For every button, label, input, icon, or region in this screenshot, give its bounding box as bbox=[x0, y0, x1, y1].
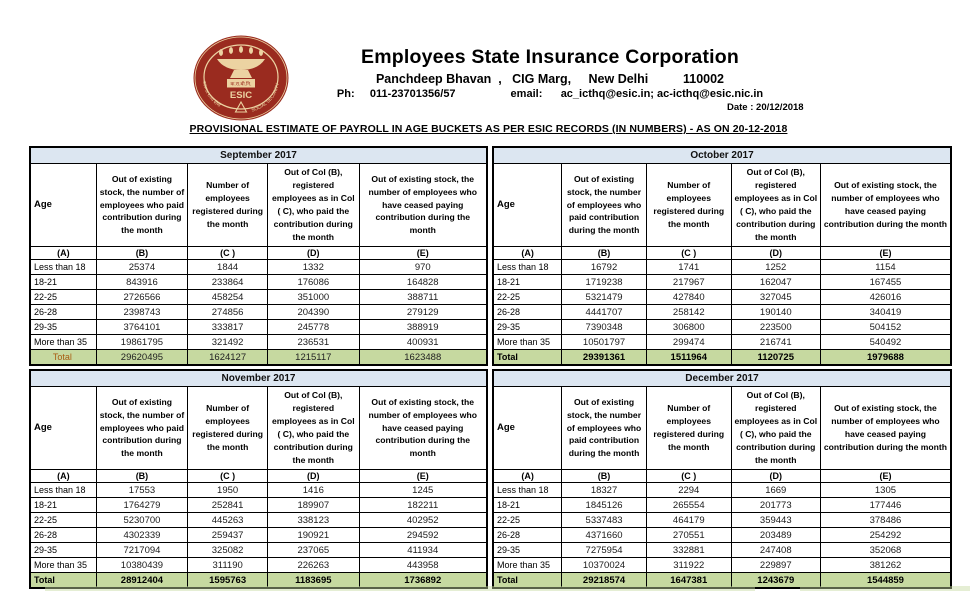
value-cell: 2294 bbox=[646, 483, 731, 498]
table-row bbox=[493, 498, 951, 513]
column-letter: (C ) bbox=[646, 247, 731, 260]
value-cell: 18327 bbox=[562, 483, 647, 498]
table-row bbox=[493, 513, 951, 528]
value-cell: 321492 bbox=[188, 335, 268, 350]
age-bucket-label: Less than 18 bbox=[30, 483, 96, 498]
table-row bbox=[493, 275, 951, 290]
value-cell: 10501797 bbox=[562, 335, 647, 350]
value-cell: 299474 bbox=[646, 335, 731, 350]
value-cell: 245778 bbox=[268, 320, 359, 335]
table-row bbox=[30, 483, 487, 498]
value-cell: 1764279 bbox=[96, 498, 187, 513]
column-header: Out of existing stock, the number of employees who paid contribution during the month bbox=[96, 387, 187, 470]
value-cell: 4371660 bbox=[562, 528, 647, 543]
value-cell: 1845126 bbox=[562, 498, 647, 513]
table-row bbox=[493, 335, 951, 350]
org-contacts: Ph: 011-23701356/57 email: ac_icthq@esic.in; ac-icthq@esic.nic.in bbox=[336, 88, 764, 100]
value-cell: 247408 bbox=[731, 543, 820, 558]
value-cell: 1245 bbox=[359, 483, 487, 498]
value-cell: 306800 bbox=[646, 320, 731, 335]
value-cell: 352068 bbox=[820, 543, 951, 558]
value-cell: 333817 bbox=[188, 320, 268, 335]
value-cell: 427840 bbox=[646, 290, 731, 305]
date-label: Date : 20/12/2018 bbox=[727, 102, 804, 113]
value-cell: 388711 bbox=[359, 290, 487, 305]
value-cell: 217967 bbox=[646, 275, 731, 290]
total-value: 29218574 bbox=[562, 573, 647, 589]
table-row bbox=[493, 543, 951, 558]
table-row bbox=[30, 558, 487, 573]
column-letter: (A) bbox=[493, 470, 562, 483]
age-bucket-label: More than 35 bbox=[493, 558, 562, 573]
column-header: Out of Col (B), registered employees as in Col ( C), who paid the contribution during the month bbox=[268, 387, 359, 470]
table-row bbox=[30, 305, 487, 320]
value-cell: 1305 bbox=[820, 483, 951, 498]
column-header: Out of existing stock, the number of employees who paid contribution during the month bbox=[562, 164, 647, 247]
column-letter: (D) bbox=[731, 470, 820, 483]
value-cell: 237065 bbox=[268, 543, 359, 558]
table-row bbox=[30, 320, 487, 335]
total-value: 29391361 bbox=[562, 350, 647, 366]
column-header: Out of Col (B), registered employees as in Col ( C), who paid the contribution during the month bbox=[268, 164, 359, 247]
value-cell: 359443 bbox=[731, 513, 820, 528]
next-row-ghost-right bbox=[800, 586, 970, 591]
value-cell: 236531 bbox=[268, 335, 359, 350]
age-bucket-label: 22-25 bbox=[30, 290, 96, 305]
value-cell: 223500 bbox=[731, 320, 820, 335]
table-row bbox=[493, 290, 951, 305]
age-bucket-label: 29-35 bbox=[493, 543, 562, 558]
total-label: Total bbox=[30, 350, 96, 366]
value-cell: 19861795 bbox=[96, 335, 187, 350]
column-header: Out of existing stock, the number of employees who paid contribution during the month bbox=[96, 164, 187, 247]
value-cell: 1719238 bbox=[562, 275, 647, 290]
age-bucket-label: More than 35 bbox=[493, 335, 562, 350]
month-title: November 2017 bbox=[30, 370, 487, 387]
value-cell: 233864 bbox=[188, 275, 268, 290]
month-title: October 2017 bbox=[493, 147, 951, 164]
value-cell: 338123 bbox=[268, 513, 359, 528]
column-letter: (E) bbox=[359, 470, 487, 483]
value-cell: 10380439 bbox=[96, 558, 187, 573]
org-name: Employees State Insurance Corporation bbox=[361, 46, 739, 68]
value-cell: 203489 bbox=[731, 528, 820, 543]
table-row bbox=[493, 528, 951, 543]
total-label: Total bbox=[493, 350, 562, 366]
value-cell: 7217094 bbox=[96, 543, 187, 558]
column-letter: (C ) bbox=[188, 247, 268, 260]
column-header: Out of Col (B), registered employees as in Col ( C), who paid the contribution during the month bbox=[731, 164, 820, 247]
total-value: 29620495 bbox=[96, 350, 187, 366]
value-cell: 4302339 bbox=[96, 528, 187, 543]
column-header: Out of existing stock, the number of employees who have ceased paying contribution during the month bbox=[359, 164, 487, 247]
column-header: Out of existing stock, the number of employees who have ceased paying contribution during the month bbox=[820, 387, 951, 470]
value-cell: 265554 bbox=[646, 498, 731, 513]
table-october-2017 bbox=[492, 146, 952, 366]
value-cell: 388919 bbox=[359, 320, 487, 335]
value-cell: 7390348 bbox=[562, 320, 647, 335]
value-cell: 402952 bbox=[359, 513, 487, 528]
value-cell: 252841 bbox=[188, 498, 268, 513]
value-cell: 177446 bbox=[820, 498, 951, 513]
total-value: 1624127 bbox=[188, 350, 268, 366]
age-bucket-label: 22-25 bbox=[30, 513, 96, 528]
column-letter: (B) bbox=[96, 470, 187, 483]
column-letter: (E) bbox=[359, 247, 487, 260]
column-letter: (B) bbox=[562, 470, 647, 483]
age-bucket-label: 26-28 bbox=[30, 305, 96, 320]
table-row bbox=[493, 320, 951, 335]
age-bucket-label: 26-28 bbox=[493, 528, 562, 543]
value-cell: 17553 bbox=[96, 483, 187, 498]
column-letter: (B) bbox=[96, 247, 187, 260]
logo-esic-text: ESIC bbox=[229, 90, 253, 101]
value-cell: 189907 bbox=[268, 498, 359, 513]
next-row-ghost-left bbox=[45, 586, 755, 591]
value-cell: 1844 bbox=[188, 260, 268, 275]
total-value: 1623488 bbox=[359, 350, 487, 366]
value-cell: 1950 bbox=[188, 483, 268, 498]
column-letter: (C ) bbox=[188, 470, 268, 483]
column-letter: (A) bbox=[30, 247, 96, 260]
column-letter: (C ) bbox=[646, 470, 731, 483]
value-cell: 351000 bbox=[268, 290, 359, 305]
column-header: Out of existing stock, the number of employees who have ceased paying contribution during the month bbox=[359, 387, 487, 470]
value-cell: 167455 bbox=[820, 275, 951, 290]
age-bucket-label: More than 35 bbox=[30, 558, 96, 573]
column-letter: (A) bbox=[30, 470, 96, 483]
value-cell: 4441707 bbox=[562, 305, 647, 320]
column-letter: (A) bbox=[493, 247, 562, 260]
age-bucket-label: 26-28 bbox=[493, 305, 562, 320]
column-header: Age bbox=[30, 164, 96, 247]
value-cell: 258142 bbox=[646, 305, 731, 320]
value-cell: 332881 bbox=[646, 543, 731, 558]
value-cell: 540492 bbox=[820, 335, 951, 350]
table-row bbox=[30, 513, 487, 528]
value-cell: 2398743 bbox=[96, 305, 187, 320]
value-cell: 279129 bbox=[359, 305, 487, 320]
total-value: 1979688 bbox=[820, 350, 951, 366]
esic-logo bbox=[192, 34, 290, 124]
value-cell: 10370024 bbox=[562, 558, 647, 573]
total-value: 1511964 bbox=[646, 350, 731, 366]
value-cell: 458254 bbox=[188, 290, 268, 305]
table-row bbox=[30, 260, 487, 275]
column-header: Out of existing stock, the number of employees who paid contribution during the month bbox=[562, 387, 647, 470]
value-cell: 325082 bbox=[188, 543, 268, 558]
column-header: Out of Col (B), registered employees as in Col ( C), who paid the contribution during the month bbox=[731, 387, 820, 470]
total-value: 1595763 bbox=[188, 573, 268, 589]
column-header: Age bbox=[493, 164, 562, 247]
table-december-2017 bbox=[492, 369, 952, 589]
document-title: PROVISIONAL ESTIMATE OF PAYROLL IN AGE BUCKETS AS PER ESIC RECORDS (IN NUMBERS) - AS ON 20-12-2018 bbox=[189, 123, 788, 135]
age-bucket-label: 29-35 bbox=[30, 320, 96, 335]
column-letter: (E) bbox=[820, 470, 951, 483]
value-cell: 229897 bbox=[731, 558, 820, 573]
age-bucket-label: 18-21 bbox=[493, 275, 562, 290]
value-cell: 1741 bbox=[646, 260, 731, 275]
age-bucket-label: 26-28 bbox=[30, 528, 96, 543]
table-row bbox=[493, 260, 951, 275]
org-address: Panchdeep Bhavan , CIG Marg, New Delhi 110002 bbox=[375, 72, 725, 86]
month-title: December 2017 bbox=[493, 370, 951, 387]
value-cell: 1252 bbox=[731, 260, 820, 275]
column-header: Age bbox=[30, 387, 96, 470]
value-cell: 226263 bbox=[268, 558, 359, 573]
table-row bbox=[30, 543, 487, 558]
total-value: 1736892 bbox=[359, 573, 487, 589]
value-cell: 274856 bbox=[188, 305, 268, 320]
logo-band-text: क.रा.बी.नि. bbox=[230, 81, 252, 88]
value-cell: 5230700 bbox=[96, 513, 187, 528]
column-letter: (D) bbox=[268, 470, 359, 483]
value-cell: 1332 bbox=[268, 260, 359, 275]
value-cell: 445263 bbox=[188, 513, 268, 528]
total-value: 1120725 bbox=[731, 350, 820, 366]
value-cell: 259437 bbox=[188, 528, 268, 543]
value-cell: 3764101 bbox=[96, 320, 187, 335]
column-letter: (D) bbox=[731, 247, 820, 260]
column-letter: (B) bbox=[562, 247, 647, 260]
value-cell: 443958 bbox=[359, 558, 487, 573]
value-cell: 216741 bbox=[731, 335, 820, 350]
value-cell: 426016 bbox=[820, 290, 951, 305]
value-cell: 327045 bbox=[731, 290, 820, 305]
age-bucket-label: More than 35 bbox=[30, 335, 96, 350]
age-bucket-label: 22-25 bbox=[493, 513, 562, 528]
total-label: Total bbox=[30, 573, 96, 589]
table-row bbox=[30, 528, 487, 543]
value-cell: 843916 bbox=[96, 275, 187, 290]
value-cell: 1669 bbox=[731, 483, 820, 498]
value-cell: 294592 bbox=[359, 528, 487, 543]
value-cell: 182211 bbox=[359, 498, 487, 513]
total-value: 1183695 bbox=[268, 573, 359, 589]
table-row bbox=[30, 290, 487, 305]
value-cell: 254292 bbox=[820, 528, 951, 543]
value-cell: 5337483 bbox=[562, 513, 647, 528]
value-cell: 201773 bbox=[731, 498, 820, 513]
column-header: Age bbox=[493, 387, 562, 470]
value-cell: 381262 bbox=[820, 558, 951, 573]
column-header: Number of employees registered during the month bbox=[646, 164, 731, 247]
value-cell: 378486 bbox=[820, 513, 951, 528]
total-value: 1215117 bbox=[268, 350, 359, 366]
value-cell: 162047 bbox=[731, 275, 820, 290]
value-cell: 176086 bbox=[268, 275, 359, 290]
table-row bbox=[30, 275, 487, 290]
column-header: Number of employees registered during the month bbox=[646, 387, 731, 470]
month-title: September 2017 bbox=[30, 147, 487, 164]
age-bucket-label: Less than 18 bbox=[493, 483, 562, 498]
total-row bbox=[30, 350, 487, 366]
value-cell: 464179 bbox=[646, 513, 731, 528]
value-cell: 1416 bbox=[268, 483, 359, 498]
logo-arc-right-text: SOCIAL SECURITY bbox=[250, 82, 280, 113]
table-row bbox=[493, 483, 951, 498]
value-cell: 5321479 bbox=[562, 290, 647, 305]
value-cell: 311190 bbox=[188, 558, 268, 573]
age-bucket-label: 18-21 bbox=[30, 275, 96, 290]
column-header: Out of existing stock, the number of employees who have ceased paying contribution during the month bbox=[820, 164, 951, 247]
value-cell: 190921 bbox=[268, 528, 359, 543]
age-bucket-label: 18-21 bbox=[30, 498, 96, 513]
value-cell: 340419 bbox=[820, 305, 951, 320]
value-cell: 504152 bbox=[820, 320, 951, 335]
value-cell: 25374 bbox=[96, 260, 187, 275]
table-november-2017 bbox=[29, 369, 488, 589]
value-cell: 970 bbox=[359, 260, 487, 275]
value-cell: 1154 bbox=[820, 260, 951, 275]
total-value: 28912404 bbox=[96, 573, 187, 589]
value-cell: 7275954 bbox=[562, 543, 647, 558]
total-value: 1243679 bbox=[731, 573, 820, 589]
age-bucket-label: 29-35 bbox=[493, 320, 562, 335]
column-header: Number of employees registered during the month bbox=[188, 387, 268, 470]
logo-arc-left-text: कामगार राज्य बीमा bbox=[201, 80, 222, 108]
value-cell: 400931 bbox=[359, 335, 487, 350]
column-header: Number of employees registered during the month bbox=[188, 164, 268, 247]
age-bucket-label: 22-25 bbox=[493, 290, 562, 305]
column-letter: (D) bbox=[268, 247, 359, 260]
value-cell: 2726566 bbox=[96, 290, 187, 305]
age-bucket-label: Less than 18 bbox=[493, 260, 562, 275]
table-row bbox=[30, 335, 487, 350]
value-cell: 270551 bbox=[646, 528, 731, 543]
table-row bbox=[30, 498, 487, 513]
age-bucket-label: Less than 18 bbox=[30, 260, 96, 275]
value-cell: 411934 bbox=[359, 543, 487, 558]
total-value: 1544859 bbox=[820, 573, 951, 589]
total-row bbox=[493, 350, 951, 366]
column-letter: (E) bbox=[820, 247, 951, 260]
table-row bbox=[493, 558, 951, 573]
age-bucket-label: 29-35 bbox=[30, 543, 96, 558]
value-cell: 190140 bbox=[731, 305, 820, 320]
value-cell: 164828 bbox=[359, 275, 487, 290]
total-value: 1647381 bbox=[646, 573, 731, 589]
total-label: Total bbox=[493, 573, 562, 589]
table-row bbox=[493, 305, 951, 320]
value-cell: 204390 bbox=[268, 305, 359, 320]
age-bucket-label: 18-21 bbox=[493, 498, 562, 513]
value-cell: 311922 bbox=[646, 558, 731, 573]
value-cell: 16792 bbox=[562, 260, 647, 275]
table-september-2017 bbox=[29, 146, 488, 366]
